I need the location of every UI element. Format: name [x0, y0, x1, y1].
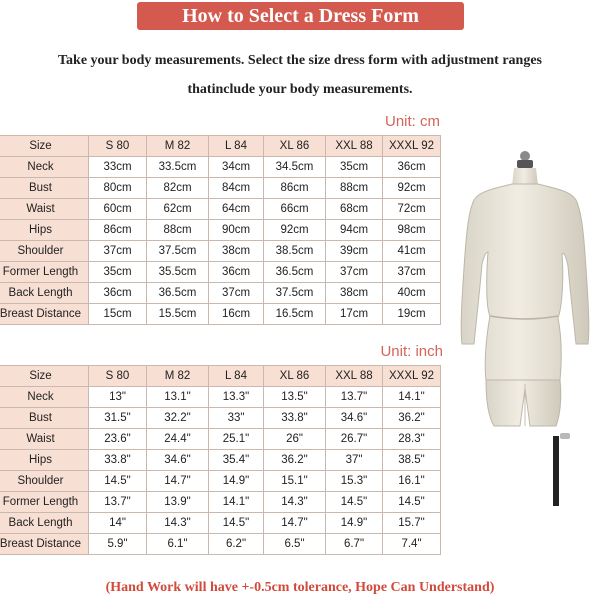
- measurement-label: Breast Distance: [0, 304, 89, 325]
- table-row: [0, 199, 441, 220]
- measurement-value: 68cm: [326, 199, 383, 220]
- table-row: [0, 220, 441, 241]
- size-column-header: XXL 88: [326, 136, 383, 157]
- table-row: [0, 157, 441, 178]
- size-column-header: XL 86: [264, 136, 326, 157]
- size-header-cell: Size: [0, 136, 89, 157]
- measurement-value: 6.5": [264, 534, 326, 555]
- measurement-value: 13.7": [326, 387, 383, 408]
- measurement-value: 38cm: [326, 283, 383, 304]
- size-column-header: S 80: [89, 136, 147, 157]
- measurement-value: 26": [264, 429, 326, 450]
- size-column-header: XXXL 92: [383, 136, 441, 157]
- measurement-value: 33.5cm: [147, 157, 209, 178]
- measurement-value: 34.5cm: [264, 157, 326, 178]
- measurement-value: 13": [89, 387, 147, 408]
- measurement-label: Neck: [0, 387, 89, 408]
- measurement-value: 38cm: [209, 241, 264, 262]
- measurement-label: Bust: [0, 408, 89, 429]
- measurement-value: 17cm: [326, 304, 383, 325]
- measurement-label: Back Length: [0, 283, 89, 304]
- measurement-value: 14.7": [147, 471, 209, 492]
- measurement-value: 13.3": [209, 387, 264, 408]
- measurement-value: 36cm: [209, 262, 264, 283]
- measurement-value: 13.7": [89, 492, 147, 513]
- unit-cm-label: Unit: cm: [384, 113, 440, 130]
- measurement-value: 6.1": [147, 534, 209, 555]
- table-row: [0, 534, 441, 555]
- measurement-value: 32.2": [147, 408, 209, 429]
- measurement-value: 86cm: [89, 220, 147, 241]
- measurement-value: 90cm: [209, 220, 264, 241]
- measurement-label: Shoulder: [0, 241, 89, 262]
- measurement-value: 26.7": [326, 429, 383, 450]
- measurement-value: 15.5cm: [147, 304, 209, 325]
- measurement-label: Breast Distance: [0, 534, 89, 555]
- measurement-value: 98cm: [383, 220, 441, 241]
- measurement-value: 14.5": [209, 513, 264, 534]
- size-column-header: XL 86: [264, 366, 326, 387]
- measurement-value: 60cm: [89, 199, 147, 220]
- measurement-value: 14.5": [326, 492, 383, 513]
- measurement-value: 82cm: [147, 178, 209, 199]
- measurement-value: 14.5": [383, 492, 441, 513]
- measurement-value: 33": [209, 408, 264, 429]
- measurement-value: 37": [326, 450, 383, 471]
- measurement-value: 88cm: [326, 178, 383, 199]
- measurement-value: 35cm: [89, 262, 147, 283]
- measurement-value: 15.7": [383, 513, 441, 534]
- measurement-label: Shoulder: [0, 471, 89, 492]
- tolerance-note: (Hand Work will have +-0.5cm tolerance, Hope Can Understand): [105, 580, 495, 595]
- size-column-header: XXL 88: [326, 366, 383, 387]
- measurement-value: 13.5": [264, 387, 326, 408]
- measurement-value: 33cm: [89, 157, 147, 178]
- measurement-value: 94cm: [326, 220, 383, 241]
- measurement-label: Former Length: [0, 492, 89, 513]
- measurement-value: 24.4": [147, 429, 209, 450]
- measurement-value: 37cm: [89, 241, 147, 262]
- table-row: [0, 304, 441, 325]
- measurement-value: 37.5cm: [147, 241, 209, 262]
- size-column-header: S 80: [89, 366, 147, 387]
- intro-line-1: Take your body measurements. Select the size dress form with adjustment ranges: [57, 53, 542, 68]
- measurement-value: 33.8": [264, 408, 326, 429]
- measurement-value: 34.6": [147, 450, 209, 471]
- table-header-row: [0, 366, 441, 387]
- table-row: [0, 283, 441, 304]
- measurement-value: 88cm: [147, 220, 209, 241]
- measurement-value: 41cm: [383, 241, 441, 262]
- measurement-label: Former Length: [0, 262, 89, 283]
- measurement-value: 40cm: [383, 283, 441, 304]
- table-row: [0, 178, 441, 199]
- measurement-value: 35.5cm: [147, 262, 209, 283]
- measurement-value: 15.1": [264, 471, 326, 492]
- measurement-value: 19cm: [383, 304, 441, 325]
- size-column-header: XXXL 92: [383, 366, 441, 387]
- measurement-value: 14.9": [209, 471, 264, 492]
- table-row: [0, 408, 441, 429]
- measurement-value: 6.2": [209, 534, 264, 555]
- measurement-value: 6.7": [326, 534, 383, 555]
- measurement-value: 86cm: [264, 178, 326, 199]
- dress-form-image: [440, 148, 600, 508]
- measurement-value: 14.3": [147, 513, 209, 534]
- measurement-label: Back Length: [0, 513, 89, 534]
- measurement-value: 14.9": [326, 513, 383, 534]
- measurement-value: 80cm: [89, 178, 147, 199]
- intro-line-2: thatinclude your body measurements.: [187, 82, 413, 97]
- table-row: [0, 262, 441, 283]
- measurement-value: 37cm: [383, 262, 441, 283]
- measurement-value: 16.1": [383, 471, 441, 492]
- unit-inch-label: Unit: inch: [380, 343, 443, 360]
- measurement-value: 13.1": [147, 387, 209, 408]
- measurement-value: 36.2": [264, 450, 326, 471]
- measurement-value: 31.5": [89, 408, 147, 429]
- measurement-value: 35.4": [209, 450, 264, 471]
- table-row: [0, 471, 441, 492]
- table-row: [0, 513, 441, 534]
- measurement-value: 84cm: [209, 178, 264, 199]
- table-row: [0, 387, 441, 408]
- size-column-header: L 84: [209, 366, 264, 387]
- measurement-value: 92cm: [264, 220, 326, 241]
- measurement-value: 15.3": [326, 471, 383, 492]
- measurement-value: 34cm: [209, 157, 264, 178]
- measurement-value: 36.2": [383, 408, 441, 429]
- measurement-value: 37cm: [209, 283, 264, 304]
- table-header-row: [0, 136, 441, 157]
- measurement-value: 16.5cm: [264, 304, 326, 325]
- measurement-value: 38.5cm: [264, 241, 326, 262]
- measurement-value: 14.5": [89, 471, 147, 492]
- measurement-value: 28.3": [383, 429, 441, 450]
- measurement-value: 72cm: [383, 199, 441, 220]
- measurement-label: Neck: [0, 157, 89, 178]
- size-table-inch: [0, 365, 441, 555]
- measurement-value: 5.9": [89, 534, 147, 555]
- measurement-value: 36cm: [383, 157, 441, 178]
- measurement-value: 7.4": [383, 534, 441, 555]
- table-row: [0, 429, 441, 450]
- measurement-value: 14.1": [209, 492, 264, 513]
- intro-text: [0, 46, 600, 104]
- measurement-value: 14.1": [383, 387, 441, 408]
- measurement-value: 14": [89, 513, 147, 534]
- measurement-value: 64cm: [209, 199, 264, 220]
- measurement-label: Hips: [0, 450, 89, 471]
- measurement-value: 15cm: [89, 304, 147, 325]
- table-row: [0, 492, 441, 513]
- table-row: [0, 241, 441, 262]
- title-banner: [137, 2, 464, 30]
- measurement-value: 25.1": [209, 429, 264, 450]
- table-row: [0, 450, 441, 471]
- measurement-value: 23.6": [89, 429, 147, 450]
- measurement-value: 66cm: [264, 199, 326, 220]
- size-header-cell: Size: [0, 366, 89, 387]
- measurement-label: Hips: [0, 220, 89, 241]
- size-column-header: L 84: [209, 136, 264, 157]
- measurement-value: 37cm: [326, 262, 383, 283]
- measurement-value: 36cm: [89, 283, 147, 304]
- measurement-label: Waist: [0, 429, 89, 450]
- measurement-value: 92cm: [383, 178, 441, 199]
- measurement-value: 38.5": [383, 450, 441, 471]
- measurement-value: 37.5cm: [264, 283, 326, 304]
- measurement-value: 36.5cm: [147, 283, 209, 304]
- measurement-label: Bust: [0, 178, 89, 199]
- measurement-value: 34.6": [326, 408, 383, 429]
- size-column-header: M 82: [147, 136, 209, 157]
- measurement-value: 14.7": [264, 513, 326, 534]
- banner-title: How to Select a Dress Form: [182, 4, 419, 27]
- measurement-label: Waist: [0, 199, 89, 220]
- measurement-value: 35cm: [326, 157, 383, 178]
- measurement-value: 36.5cm: [264, 262, 326, 283]
- size-table-cm: [0, 135, 441, 325]
- measurement-value: 13.9": [147, 492, 209, 513]
- measurement-value: 39cm: [326, 241, 383, 262]
- measurement-value: 14.3": [264, 492, 326, 513]
- measurement-value: 33.8": [89, 450, 147, 471]
- measurement-value: 62cm: [147, 199, 209, 220]
- size-column-header: M 82: [147, 366, 209, 387]
- measurement-value: 16cm: [209, 304, 264, 325]
